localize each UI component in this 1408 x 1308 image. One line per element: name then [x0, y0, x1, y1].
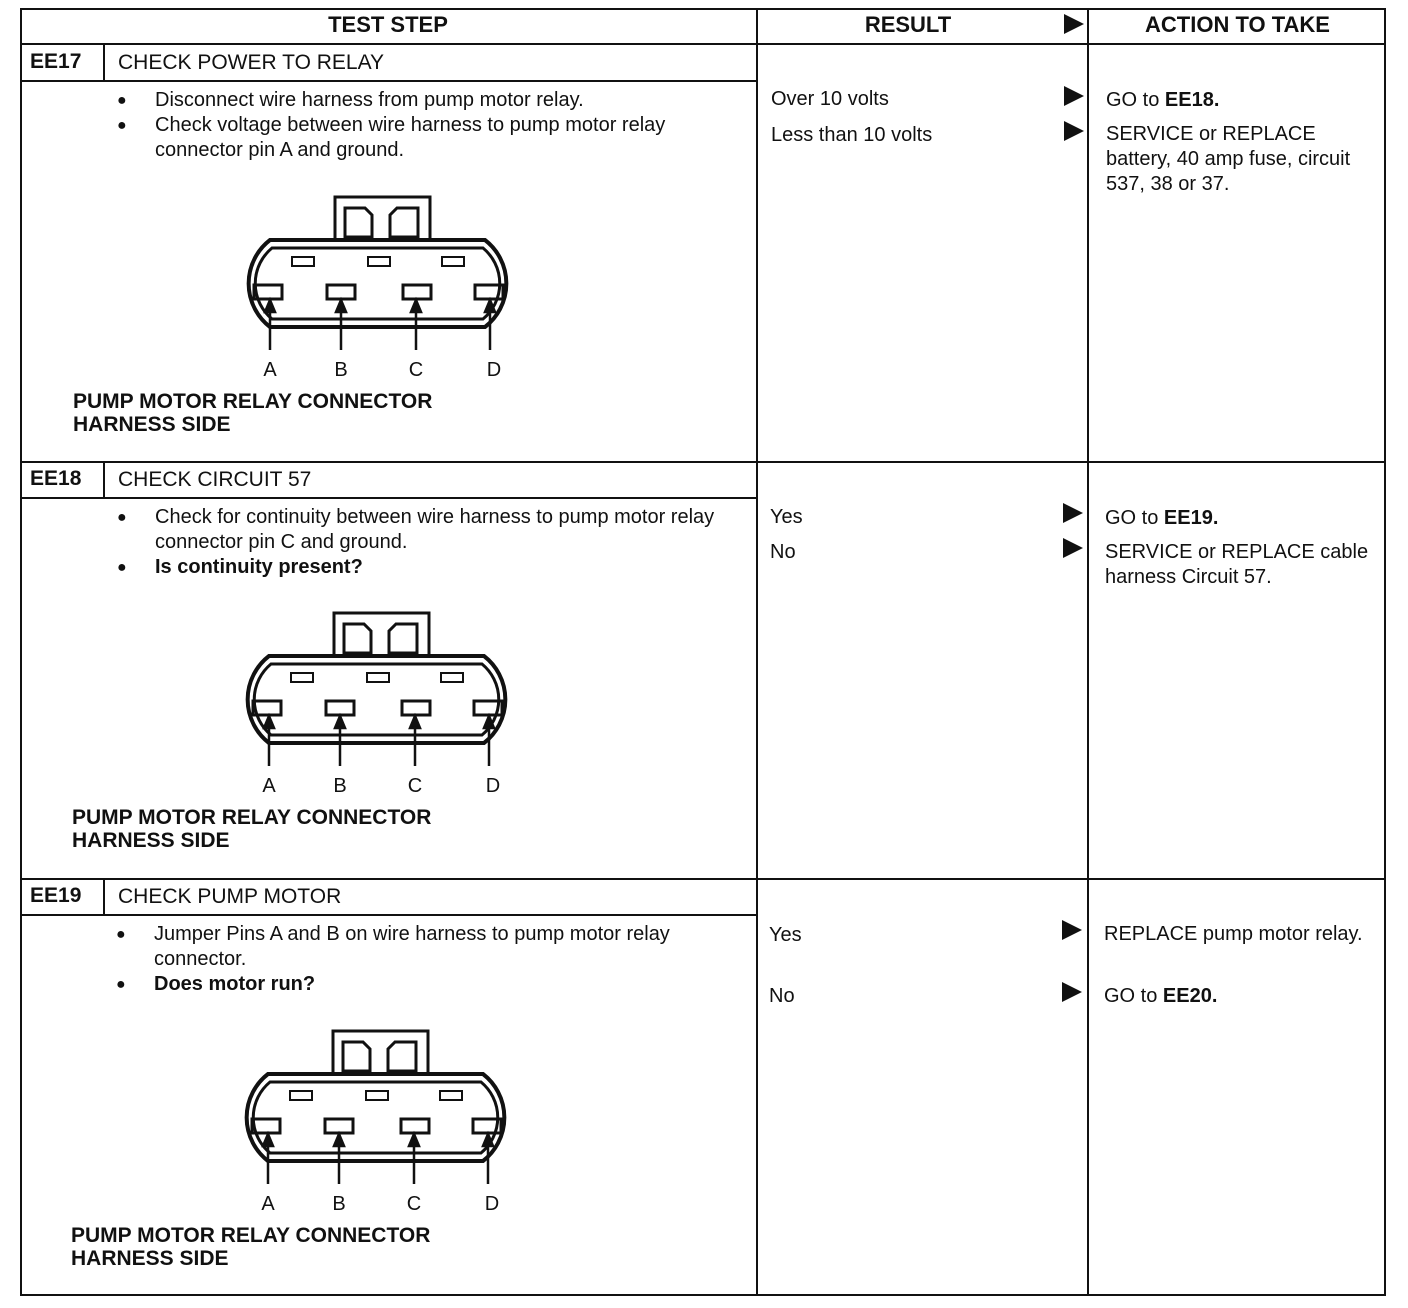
- step-separator: [20, 461, 1386, 463]
- connector-caption: [72, 806, 431, 852]
- result-arrow-icon: [1062, 982, 1082, 1002]
- action-text: [1104, 984, 1364, 1009]
- action-prefix: GO to: [1104, 985, 1163, 1007]
- action-text: [1106, 122, 1366, 197]
- caption-line: PUMP MOTOR RELAY CONNECTOR: [73, 390, 433, 413]
- pin-label: B: [334, 359, 348, 381]
- step-code: EE18: [30, 467, 82, 490]
- action-prefix: GO to: [1106, 89, 1165, 111]
- pin-label: A: [263, 359, 277, 381]
- connector-diagram: [210, 192, 550, 382]
- caption-line: PUMP MOTOR RELAY CONNECTOR: [72, 806, 432, 829]
- header-test-step: TEST STEP: [328, 12, 448, 37]
- pin-label: D: [486, 359, 502, 381]
- instructions: [116, 922, 716, 997]
- code-divider: [103, 879, 105, 915]
- step-title-divider: [20, 80, 757, 82]
- instruction-item: ● Does motor run?: [116, 972, 716, 997]
- result-text: No: [769, 985, 795, 1007]
- connector-caption: [71, 1224, 430, 1270]
- step-title-divider: [20, 914, 757, 916]
- step-title: CHECK PUMP MOTOR: [118, 885, 342, 908]
- header-arrow-icon: [1064, 14, 1084, 34]
- action-text: [1106, 88, 1366, 113]
- result-arrow-icon: [1063, 538, 1083, 558]
- step-code: EE19: [30, 884, 82, 907]
- result-arrow-icon: [1064, 121, 1084, 141]
- result-text: Over 10 volts: [771, 88, 889, 110]
- pin-label: D: [484, 1193, 500, 1215]
- action-text: [1105, 506, 1365, 531]
- pin-label: C: [408, 359, 424, 381]
- action-prefix: REPLACE pump motor relay.: [1104, 923, 1363, 945]
- instructions: [117, 505, 717, 580]
- result-arrow-icon: [1064, 86, 1084, 106]
- code-divider: [103, 44, 105, 81]
- pin-label: C: [406, 1193, 422, 1215]
- pin-label: D: [485, 775, 501, 797]
- step-title: CHECK POWER TO RELAY: [118, 51, 385, 74]
- result-arrow-icon: [1062, 920, 1082, 940]
- action-text: [1104, 922, 1364, 947]
- header-result: RESULT: [864, 12, 952, 37]
- caption-line: HARNESS SIDE: [71, 1247, 229, 1270]
- pin-label: C: [407, 775, 423, 797]
- pin-label: A: [261, 1193, 275, 1215]
- connector-diagram: [208, 1026, 548, 1216]
- caption-line: PUMP MOTOR RELAY CONNECTOR: [71, 1224, 431, 1247]
- caption-line: HARNESS SIDE: [73, 413, 231, 436]
- action-step-ref: EE18.: [1164, 89, 1220, 111]
- instruction-item: ● Jumper Pins A and B on wire harness to pump motor relay connector.: [116, 922, 716, 972]
- instruction-item: ● Check voltage between wire harness to pump motor relay connector pin A and ground.: [117, 113, 717, 163]
- instructions: [117, 88, 717, 163]
- header-divider: [20, 43, 1386, 45]
- action-step-ref: EE19.: [1163, 507, 1219, 529]
- caption-line: HARNESS SIDE: [72, 829, 230, 852]
- connector-caption: [73, 390, 432, 436]
- action-text: [1105, 540, 1380, 590]
- result-text: Less than 10 volts: [771, 124, 933, 146]
- pin-label: B: [333, 775, 347, 797]
- code-divider: [103, 462, 105, 498]
- header-action: ACTION TO TAKE: [1145, 12, 1330, 37]
- step-separator: [20, 878, 1386, 880]
- instruction-item: ● Check for continuity between wire harness to pump motor relay connector pin C and ground.: [117, 505, 717, 555]
- connector-diagram: [209, 608, 549, 798]
- action-prefix: SERVICE or REPLACE battery, 40 amp fuse, circuit 537, 38 or 37.: [1106, 123, 1351, 195]
- instruction-item: ● Disconnect wire harness from pump motor relay.: [117, 88, 717, 113]
- action-step-ref: EE20.: [1162, 985, 1218, 1007]
- result-text: Yes: [770, 506, 803, 528]
- result-text: No: [770, 541, 796, 563]
- column-divider-result: [756, 8, 758, 1296]
- column-divider-action: [1087, 8, 1089, 1296]
- step-title-divider: [20, 497, 757, 499]
- pin-label: B: [332, 1193, 346, 1215]
- instruction-item: ● Is continuity present?: [117, 555, 717, 580]
- pin-label: A: [262, 775, 276, 797]
- result-text: Yes: [769, 924, 802, 946]
- step-title: CHECK CIRCUIT 57: [118, 468, 312, 491]
- action-prefix: GO to: [1105, 507, 1164, 529]
- result-arrow-icon: [1063, 503, 1083, 523]
- step-code: EE17: [30, 50, 82, 73]
- action-prefix: SERVICE or REPLACE cable harness Circuit 57.: [1105, 541, 1369, 588]
